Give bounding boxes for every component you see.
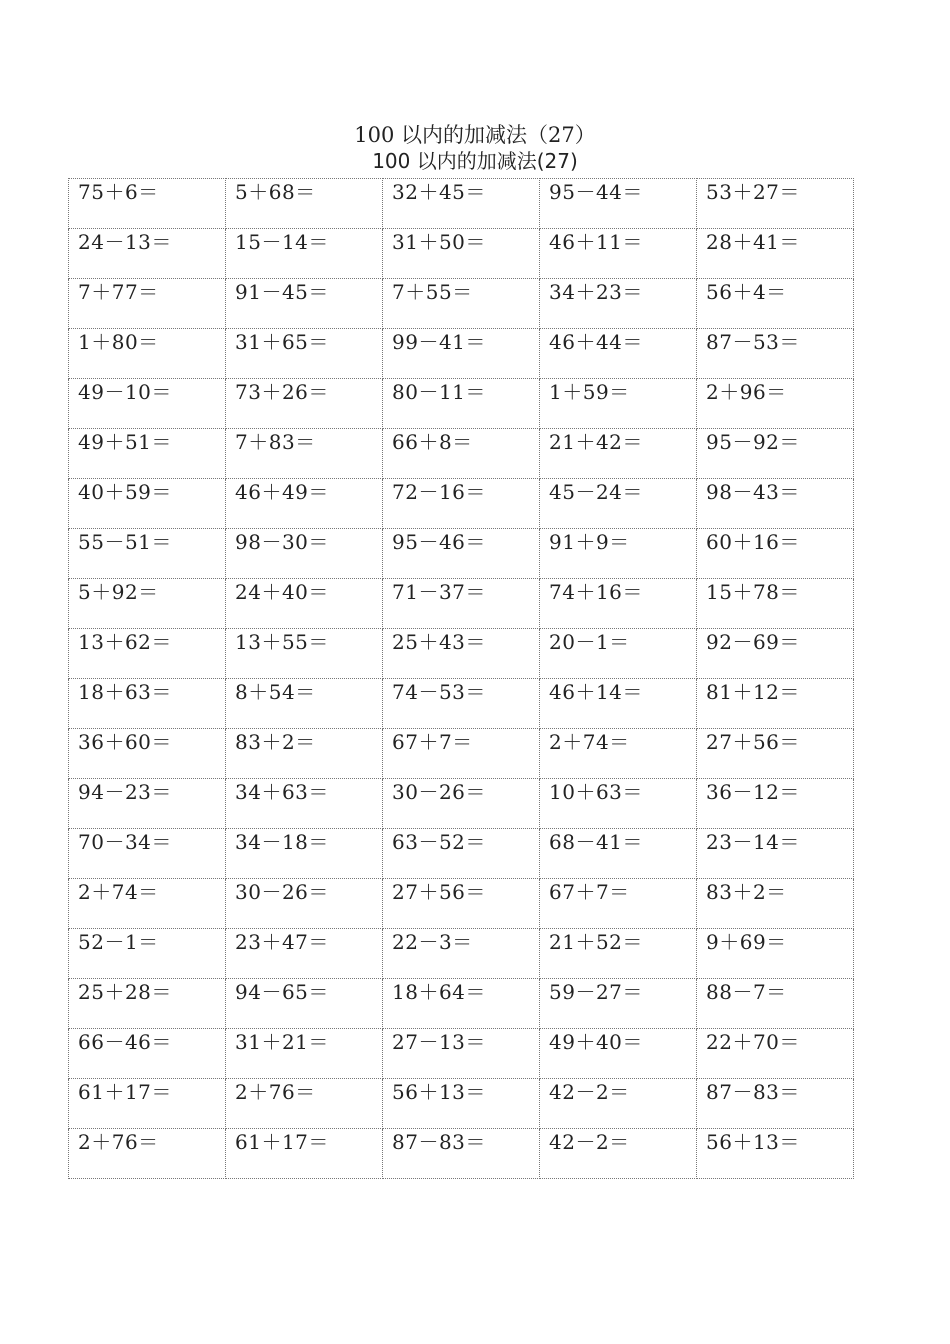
exercise-cell: 2＋74＝ bbox=[69, 879, 226, 929]
exercise-cell: 20－1＝ bbox=[540, 629, 697, 679]
exercise-row bbox=[69, 479, 854, 529]
exercise-cell: 53＋27＝ bbox=[697, 179, 854, 229]
exercise-cell: 56＋13＝ bbox=[697, 1129, 854, 1179]
exercise-cell: 31＋21＝ bbox=[226, 1029, 383, 1079]
exercise-row bbox=[69, 679, 854, 729]
exercise-table-body bbox=[69, 179, 854, 1179]
exercise-cell: 13＋55＝ bbox=[226, 629, 383, 679]
exercise-cell: 5＋92＝ bbox=[69, 579, 226, 629]
exercise-cell: 66－46＝ bbox=[69, 1029, 226, 1079]
exercise-cell: 7＋83＝ bbox=[226, 429, 383, 479]
exercise-cell: 31＋65＝ bbox=[226, 329, 383, 379]
exercise-cell: 30－26＝ bbox=[383, 779, 540, 829]
exercise-cell: 87－53＝ bbox=[697, 329, 854, 379]
exercise-cell: 30－26＝ bbox=[226, 879, 383, 929]
exercise-cell: 24＋40＝ bbox=[226, 579, 383, 629]
exercise-cell: 28＋41＝ bbox=[697, 229, 854, 279]
exercise-cell: 18＋64＝ bbox=[383, 979, 540, 1029]
exercise-row bbox=[69, 379, 854, 429]
exercise-cell: 2＋74＝ bbox=[540, 729, 697, 779]
exercise-cell: 67＋7＝ bbox=[540, 879, 697, 929]
exercise-cell: 94－65＝ bbox=[226, 979, 383, 1029]
exercise-cell: 7＋77＝ bbox=[69, 279, 226, 329]
exercise-cell: 98－43＝ bbox=[697, 479, 854, 529]
exercise-cell: 95－44＝ bbox=[540, 179, 697, 229]
exercise-cell: 9＋69＝ bbox=[697, 929, 854, 979]
exercise-cell: 67＋7＝ bbox=[383, 729, 540, 779]
exercise-cell: 74－53＝ bbox=[383, 679, 540, 729]
exercise-row bbox=[69, 979, 854, 1029]
page-subtitle: 100 以内的加减法(27) bbox=[372, 149, 578, 173]
exercise-cell: 81＋12＝ bbox=[697, 679, 854, 729]
exercise-row bbox=[69, 229, 854, 279]
exercise-cell: 27＋56＝ bbox=[697, 729, 854, 779]
exercise-row bbox=[69, 929, 854, 979]
exercise-cell: 94－23＝ bbox=[69, 779, 226, 829]
exercise-cell: 25＋43＝ bbox=[383, 629, 540, 679]
exercise-cell: 5＋68＝ bbox=[226, 179, 383, 229]
exercise-cell: 46＋49＝ bbox=[226, 479, 383, 529]
exercise-cell: 99－41＝ bbox=[383, 329, 540, 379]
exercise-cell: 83＋2＝ bbox=[697, 879, 854, 929]
exercise-cell: 49＋40＝ bbox=[540, 1029, 697, 1079]
exercise-cell: 83＋2＝ bbox=[226, 729, 383, 779]
exercise-cell: 2＋76＝ bbox=[69, 1129, 226, 1179]
exercise-cell: 72－16＝ bbox=[383, 479, 540, 529]
exercise-row bbox=[69, 1029, 854, 1079]
exercise-row bbox=[69, 779, 854, 829]
exercise-row bbox=[69, 1079, 854, 1129]
exercise-row bbox=[69, 879, 854, 929]
exercise-cell: 42－2＝ bbox=[540, 1079, 697, 1129]
exercise-cell: 15＋78＝ bbox=[697, 579, 854, 629]
exercise-cell: 55－51＝ bbox=[69, 529, 226, 579]
exercise-cell: 68－41＝ bbox=[540, 829, 697, 879]
exercise-cell: 61＋17＝ bbox=[226, 1129, 383, 1179]
exercise-row bbox=[69, 179, 854, 229]
exercise-cell: 36－12＝ bbox=[697, 779, 854, 829]
exercise-cell: 21＋52＝ bbox=[540, 929, 697, 979]
exercise-cell: 59－27＝ bbox=[540, 979, 697, 1029]
exercise-cell: 88－7＝ bbox=[697, 979, 854, 1029]
exercise-cell: 52－1＝ bbox=[69, 929, 226, 979]
exercise-cell: 70－34＝ bbox=[69, 829, 226, 879]
exercise-row bbox=[69, 629, 854, 679]
exercise-cell: 80－11＝ bbox=[383, 379, 540, 429]
exercise-cell: 46＋44＝ bbox=[540, 329, 697, 379]
exercise-cell: 23－14＝ bbox=[697, 829, 854, 879]
exercise-cell: 21＋42＝ bbox=[540, 429, 697, 479]
exercise-cell: 24－13＝ bbox=[69, 229, 226, 279]
exercise-cell: 40＋59＝ bbox=[69, 479, 226, 529]
exercise-cell: 66＋8＝ bbox=[383, 429, 540, 479]
exercise-cell: 92－69＝ bbox=[697, 629, 854, 679]
exercise-cell: 34＋23＝ bbox=[540, 279, 697, 329]
exercise-cell: 27＋56＝ bbox=[383, 879, 540, 929]
exercise-cell: 22－3＝ bbox=[383, 929, 540, 979]
exercise-cell: 63－52＝ bbox=[383, 829, 540, 879]
exercise-cell: 15－14＝ bbox=[226, 229, 383, 279]
exercise-cell: 74＋16＝ bbox=[540, 579, 697, 629]
exercise-cell: 25＋28＝ bbox=[69, 979, 226, 1029]
exercise-cell: 45－24＝ bbox=[540, 479, 697, 529]
exercise-cell: 73＋26＝ bbox=[226, 379, 383, 429]
exercise-cell: 18＋63＝ bbox=[69, 679, 226, 729]
exercise-cell: 22＋70＝ bbox=[697, 1029, 854, 1079]
exercise-cell: 8＋54＝ bbox=[226, 679, 383, 729]
exercise-cell: 46＋11＝ bbox=[540, 229, 697, 279]
exercise-cell: 31＋50＝ bbox=[383, 229, 540, 279]
exercise-row bbox=[69, 829, 854, 879]
exercise-cell: 1＋59＝ bbox=[540, 379, 697, 429]
exercise-cell: 42－2＝ bbox=[540, 1129, 697, 1179]
exercise-cell: 98－30＝ bbox=[226, 529, 383, 579]
exercise-cell: 32＋45＝ bbox=[383, 179, 540, 229]
exercise-cell: 13＋62＝ bbox=[69, 629, 226, 679]
exercise-row bbox=[69, 729, 854, 779]
exercise-cell: 56＋13＝ bbox=[383, 1079, 540, 1129]
exercise-cell: 87－83＝ bbox=[697, 1079, 854, 1129]
exercise-cell: 10＋63＝ bbox=[540, 779, 697, 829]
exercise-cell: 91＋9＝ bbox=[540, 529, 697, 579]
exercise-cell: 2＋96＝ bbox=[697, 379, 854, 429]
exercise-row bbox=[69, 579, 854, 629]
exercise-cell: 49－10＝ bbox=[69, 379, 226, 429]
exercise-cell: 7＋55＝ bbox=[383, 279, 540, 329]
exercise-row bbox=[69, 429, 854, 479]
exercise-cell: 27－13＝ bbox=[383, 1029, 540, 1079]
exercise-cell: 23＋47＝ bbox=[226, 929, 383, 979]
exercise-cell: 56＋4＝ bbox=[697, 279, 854, 329]
exercise-cell: 95－92＝ bbox=[697, 429, 854, 479]
exercise-cell: 61＋17＝ bbox=[69, 1079, 226, 1129]
exercise-cell: 95－46＝ bbox=[383, 529, 540, 579]
exercise-cell: 34＋63＝ bbox=[226, 779, 383, 829]
exercise-cell: 2＋76＝ bbox=[226, 1079, 383, 1129]
exercise-table bbox=[68, 178, 854, 1179]
exercise-row bbox=[69, 1129, 854, 1179]
exercise-cell: 71－37＝ bbox=[383, 579, 540, 629]
exercise-cell: 60＋16＝ bbox=[697, 529, 854, 579]
exercise-row bbox=[69, 529, 854, 579]
exercise-cell: 36＋60＝ bbox=[69, 729, 226, 779]
exercise-cell: 49＋51＝ bbox=[69, 429, 226, 479]
exercise-cell: 1＋80＝ bbox=[69, 329, 226, 379]
exercise-row bbox=[69, 329, 854, 379]
exercise-cell: 87－83＝ bbox=[383, 1129, 540, 1179]
exercise-cell: 46＋14＝ bbox=[540, 679, 697, 729]
exercise-cell: 75＋6＝ bbox=[69, 179, 226, 229]
exercise-cell: 91－45＝ bbox=[226, 279, 383, 329]
page-title: 100 以内的加减法（27） bbox=[354, 123, 596, 147]
exercise-cell: 34－18＝ bbox=[226, 829, 383, 879]
exercise-row bbox=[69, 279, 854, 329]
